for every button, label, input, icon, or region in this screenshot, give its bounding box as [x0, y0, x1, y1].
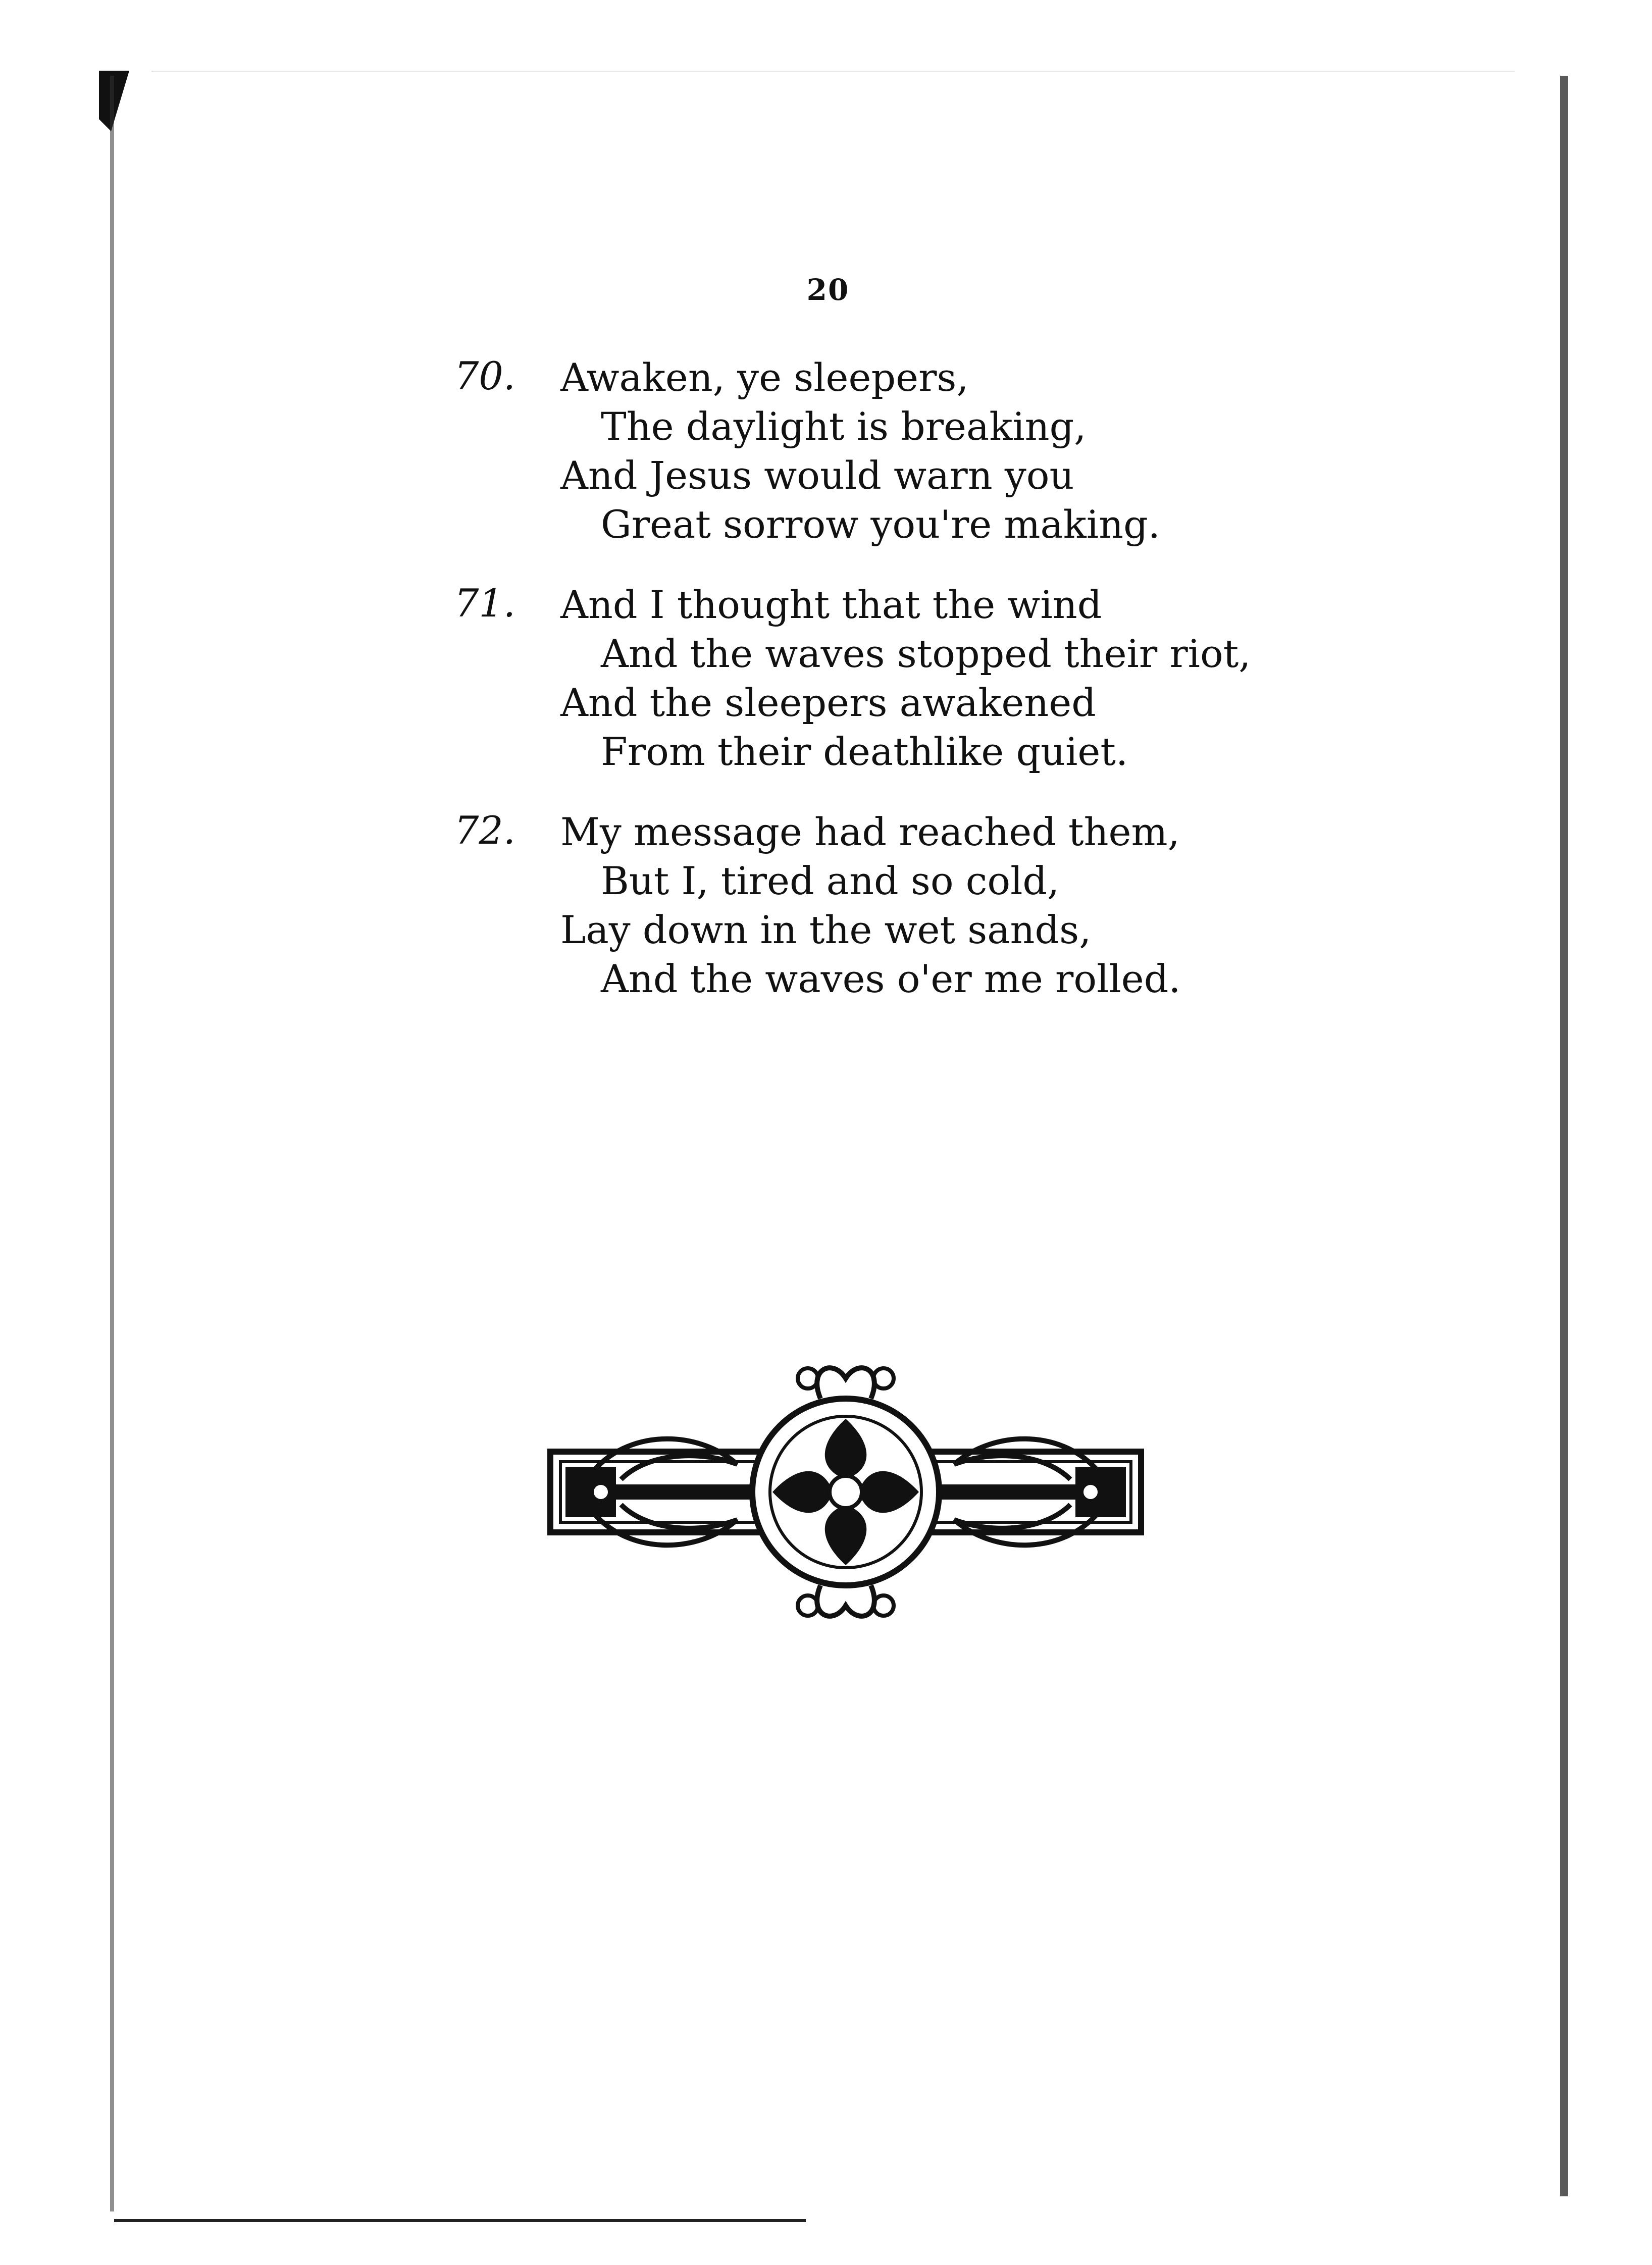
stanza-70	[454, 353, 1313, 555]
stanza-71	[454, 581, 1313, 783]
stanza-number: 71.	[454, 581, 515, 626]
scan-edge-bottom	[114, 2219, 806, 2222]
verse-line: And I thought that the wind	[560, 582, 1102, 627]
verse-line: My message had reached them,	[560, 809, 1180, 854]
scan-edge-right	[1560, 76, 1568, 2196]
page-number: 20	[806, 273, 850, 307]
scan-edge-left	[110, 76, 114, 2211]
verse-line: And the waves o'er me rolled.	[601, 956, 1181, 1001]
verse-line: Awaken, ye sleepers,	[560, 355, 969, 400]
verse-line: Lay down in the wet sands,	[560, 907, 1092, 952]
stanza-number: 72.	[454, 808, 515, 853]
stanza-72	[454, 808, 1313, 1010]
verse-line: And Jesus would warn you	[560, 453, 1074, 498]
verse-line: And the sleepers awakened	[560, 680, 1096, 725]
verse-line: Great sorrow you're making.	[601, 502, 1160, 547]
verse-line: The daylight is breaking,	[601, 404, 1087, 449]
scan-edge-top	[151, 71, 1515, 72]
verse-line: But I, tired and so cold,	[601, 858, 1060, 903]
verse-line: From their deathlike quiet.	[601, 729, 1128, 774]
scan-edge-corner	[99, 71, 129, 131]
verse-line: And the waves stopped their riot,	[601, 631, 1251, 676]
stanza-number: 70.	[454, 353, 515, 398]
floral-ornament-icon	[545, 1358, 1146, 1626]
